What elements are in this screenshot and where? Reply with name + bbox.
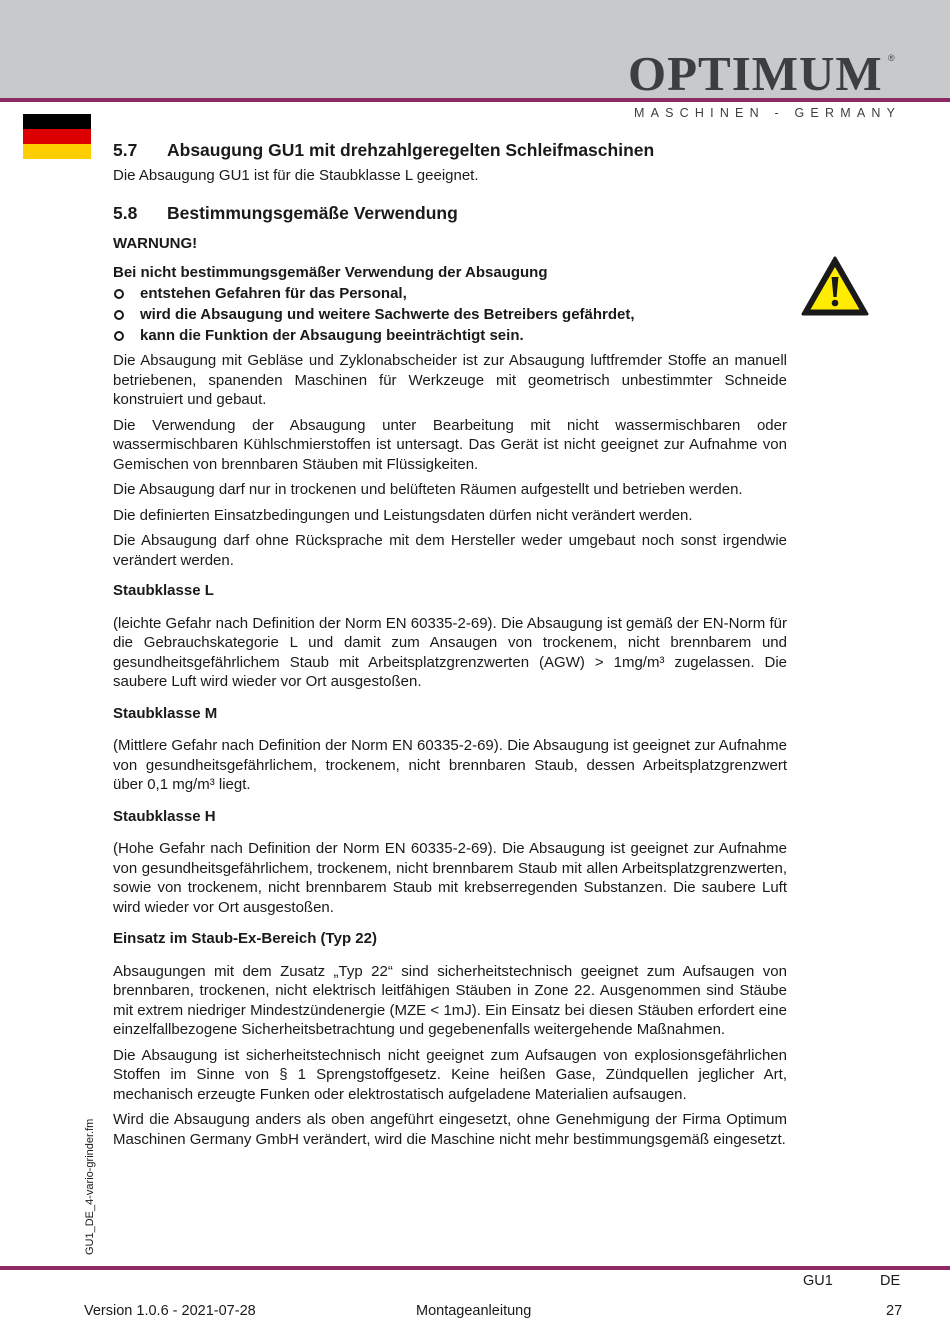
optimum-logo [628, 46, 902, 122]
footer-language: DE [880, 1273, 901, 1289]
paragraph: Die Absaugung darf ohne Rücksprache mit dem Hersteller weder umgebaut noch sonst irgendwie verändert werden. [113, 532, 787, 569]
section-heading-5-7 [113, 139, 787, 161]
logo-wordmark: OPTIMUM [628, 46, 883, 101]
section-heading-5-8 [113, 202, 787, 224]
warning-label: WARNUNG! [113, 234, 198, 252]
bullet-circle-icon [114, 310, 124, 320]
paragraph: Absaugungen mit dem Zusatz „Typ 22“ sind sicherheitstechnisch geeignet zum Aufsaugen von brennbaren, trockenen, nicht elektrisch leitfähigen Stäuben in Zone 22. Ausgenommen sind Stäube mit extrem niedriger Mindestzündenergie (MZE < 1mJ). Ein Einsatz bei diesen Stäuben erfordert eine einzelfallbezogene Sicherheitsbetrachtung und gegebenenfalls weitergehende Maßnahmen. [113, 962, 787, 1038]
footer-version: Version 1.0.6 - 2021-07-28 [84, 1303, 256, 1319]
flag-germany-icon [23, 114, 91, 159]
page-number: 27 [886, 1303, 903, 1319]
bullet-circle-icon [114, 331, 124, 341]
source-filename: GU1_DE_4-vario-grinder.fm [84, 1118, 96, 1255]
footer-doc-type: Montageanleitung [416, 1303, 532, 1319]
paragraph: Die Verwendung der Absaugung unter Bearbeitung mit nicht wassermischbaren oder wassermischbaren Kühlschmierstoffen ist untersagt. Das Gerät ist nicht geeignet zur Aufnahme von Gemischen von brennbaren Stäuben mit Flüssigkeiten. [113, 416, 787, 473]
paragraph: (leichte Gefahr nach Definition der Norm EN 60335-2-69). Die Absaugung ist gemäß der EN-Norm für die Gebrauchskategorie L und damit zum Ansaugen von trockenem, nicht brennbarem und gesundheitsgefährlichem Staub mit Arbeitsplatzgrenzwerten (AGW) > 1mg/m³ zugelassen. Die saubere Luft wird wieder vor Ort ausgestoßen. [113, 614, 787, 690]
section-number: 5.8 [113, 202, 138, 223]
list-item: entstehen Gefahren für das Personal, [113, 284, 787, 304]
warning-triangle-icon [801, 256, 869, 316]
list-item: wird die Absaugung und weitere Sachwerte des Betreibers gefährdet, [113, 305, 787, 325]
logo-tagline: MASCHINEN - GERMANY [634, 106, 902, 120]
list-item: kann die Funktion der Absaugung beeinträchtigt sein. [113, 326, 787, 346]
section-5-7-text: Die Absaugung GU1 ist für die Staubklasse L geeignet. [113, 167, 479, 184]
paragraph: (Hohe Gefahr nach Definition der Norm EN 60335-2-69). Die Absaugung ist geeignet zur Aufnahme von gesundheitsgefährlichem, trockenem, nicht brennbarem Staub mit allen Arbeitsplatzgrenzwerten, sowie von trockenem, nicht brennbarem Staub mit krebserregenden Substanzen. Die saubere Luft wird wieder vor Ort ausgestoßen. [113, 840, 787, 916]
section-title: Absaugung GU1 mit drehzahlgeregelten Schleifmaschinen [167, 140, 655, 160]
subheading-staub-ex: Einsatz im Staub-Ex-Bereich (Typ 22) [113, 930, 377, 947]
paragraph: (Mittlere Gefahr nach Definition der Norm EN 60335-2-69). Die Absaugung ist geeignet zur Aufnahme von gesundheitsgefährlichem, trockenem, nicht brennbaren Staub, dessen Arbeitsplatzgrenzwert über 0,1 mg/m³ liegt. [113, 737, 787, 793]
footer-model: GU1 [803, 1273, 833, 1289]
bullet-circle-icon [114, 289, 124, 299]
warning-list [113, 284, 787, 346]
paragraph: Die Absaugung mit Gebläse und Zyklonabscheider ist zur Absaugung luftfremder Stoffe an manuell betriebenen, spanenden Maschinen für Werkzeuge mit geometrisch unbestimmter Schneide konstruiert und gebaut. [113, 352, 787, 408]
main-content [113, 139, 787, 1155]
warning-lead: Bei nicht bestimmungsgemäßer Verwendung der Absaugung [113, 264, 548, 281]
subheading-staubklasse-h: Staubklasse H [113, 807, 216, 825]
paragraph: Die Absaugung darf nur in trockenen und belüfteten Räumen aufgestellt und betrieben werden. [113, 481, 743, 498]
subheading-staubklasse-m: Staubklasse M [113, 704, 218, 722]
section-number: 5.7 [113, 140, 138, 160]
logo-registered-mark: ® [888, 53, 895, 63]
subheading-staubklasse-l: Staubklasse L [113, 582, 214, 599]
paragraph: Wird die Absaugung anders als oben angeführt eingesetzt, ohne Genehmigung der Firma Optimum Maschinen Germany GmbH verändert, wird die Maschine nicht mehr bestimmungsgemäß eingesetzt. [113, 1111, 787, 1148]
paragraph: Die definierten Einsatzbedingungen und Leistungsdaten dürfen nicht verändert werden. [113, 506, 693, 524]
footer-divider [0, 1266, 950, 1270]
section-title: Bestimmungsgemäße Verwendung [167, 202, 458, 223]
paragraph: Die Absaugung ist sicherheitstechnisch nicht geeignet zum Aufsaugen von explosionsgefährlichen Stoffen im Sinne von § 1 Sprengstoffgesetz. Keine heißen Gase, Zündquellen jeglicher Art, mechanisch erzeugte Funken oder elektrostatisch aufgeladene Materialien aufsaugen. [113, 1046, 787, 1103]
